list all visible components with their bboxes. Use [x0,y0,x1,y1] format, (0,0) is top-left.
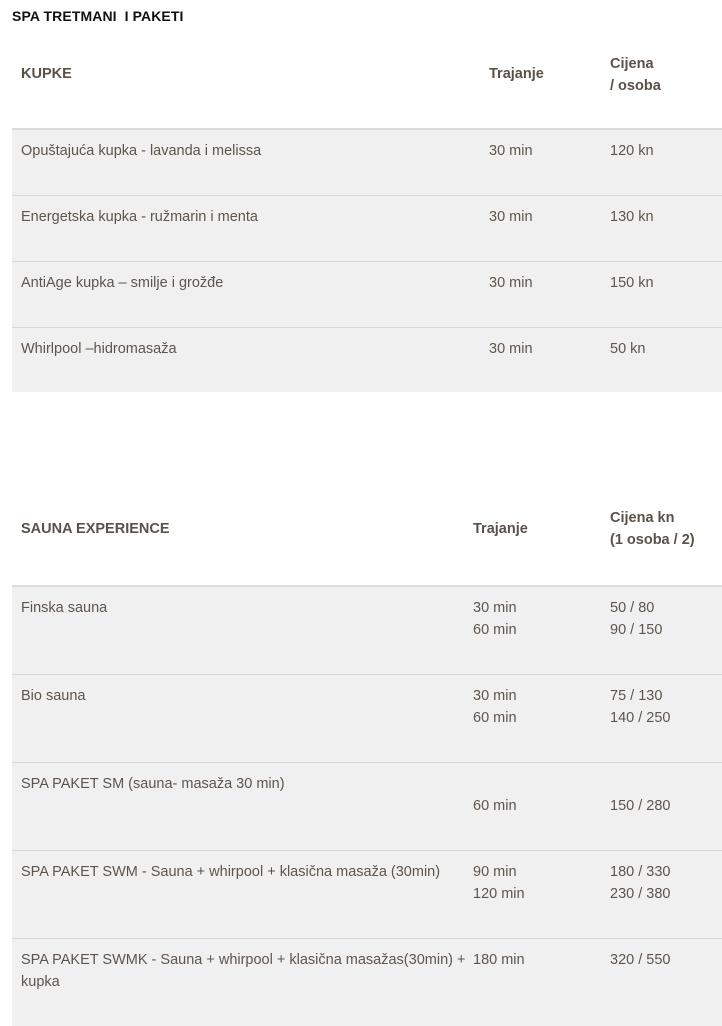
treatment-price: 120 kn [610,143,654,159]
treatment-price: 75 / 130 140 / 250 [610,688,671,726]
sauna-table [12,498,722,1026]
treatment-duration: 30 min [489,209,533,225]
treatment-duration: 30 min [489,275,533,291]
treatment-price: 150 kn [610,275,654,291]
treatment-price: 130 kn [610,209,654,225]
table-row [12,763,722,851]
table-row [12,196,722,262]
treatment-name: Whirlpool –hidromasaža [21,341,177,357]
table-row [12,262,722,328]
table-row [12,587,722,675]
treatment-name: Energetska kupka - ružmarin i menta [21,209,258,225]
treatment-price: 150 / 280 [610,798,671,814]
treatment-name: SPA PAKET SWMK - Sauna + whirpool + klasična masažas(30min) + kupka [21,952,466,990]
table-row [12,130,722,196]
treatment-duration: 30 min 60 min [473,688,517,726]
treatment-name: SPA PAKET SM (sauna- masaža 30 min) [21,776,285,792]
treatment-price: 50 kn [610,341,646,357]
treatment-name: SPA PAKET SWM - Sauna + whirpool + klasična masaža (30min) [21,864,441,880]
column-header-duration: Trajanje [489,66,544,82]
column-header-name: SAUNA EXPERIENCE [21,521,170,537]
table-row [12,851,722,939]
treatment-duration: 30 min [489,143,533,159]
treatment-price: 50 / 80 90 / 150 [610,600,663,638]
table-row [12,675,722,763]
treatment-price: 320 / 550 [610,952,671,968]
treatment-duration: 90 min 120 min [473,864,525,902]
column-header-duration: Trajanje [473,521,528,537]
column-header-name: KUPKE [21,66,72,82]
column-header-price: Cijena / osoba [610,56,661,94]
sauna-header-row [12,498,722,587]
treatment-name: Opuštajuća kupka - lavanda i melissa [21,143,262,159]
treatment-name: Finska sauna [21,600,108,616]
page-title: SPA TRETMANI I PAKETI [12,8,184,24]
treatment-price: 180 / 330 230 / 380 [610,864,671,902]
treatment-duration: 60 min [473,798,517,814]
table-row [12,939,722,1026]
treatment-duration: 30 min 60 min [473,600,517,638]
column-header-price: Cijena kn (1 osoba / 2) [610,510,695,548]
kupke-header-row [12,46,722,130]
treatment-name: AntiAge kupka – smilje i grožđe [21,275,224,291]
table-row [12,328,722,392]
kupke-table [12,46,722,392]
treatment-name: Bio sauna [21,688,86,704]
treatment-duration: 30 min [489,341,533,357]
treatment-duration: 180 min [473,952,525,968]
